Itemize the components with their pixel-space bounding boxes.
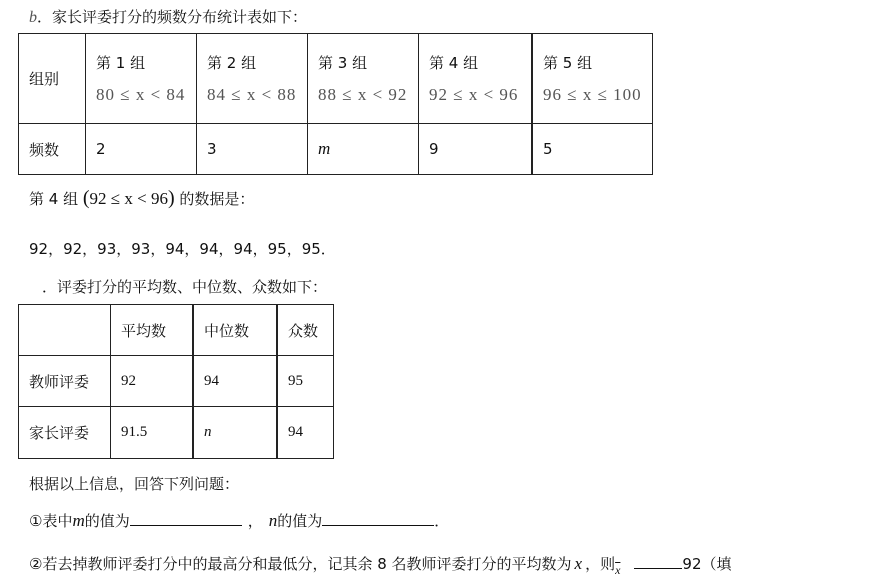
question-2 [29, 553, 732, 578]
row-header-group: 组别 [19, 34, 86, 124]
stats-row-label: 家长评委 [19, 407, 111, 459]
stats-header: 众数 [277, 305, 334, 356]
answer-blank-n[interactable] [322, 511, 434, 526]
group-cell-1 [86, 34, 197, 124]
group-range: 92 ≤ x < 96 [429, 85, 519, 104]
group-name: 第 5 组 [543, 54, 593, 72]
answer-intro: 根据以上信息，回答下列问题： [29, 475, 240, 493]
q2-value: 92（填 [682, 555, 732, 573]
stats-value: 92 [111, 356, 194, 407]
var-x: x [574, 554, 583, 573]
q1-end: ． [434, 512, 450, 530]
freq-value: 9 [419, 124, 533, 175]
var-xbar: x [615, 563, 621, 577]
group-name: 第 4 组 [429, 54, 479, 72]
group-range: 84 ≤ x < 88 [207, 85, 297, 104]
stats-table [18, 304, 334, 459]
stats-row-label: 教师评委 [19, 356, 111, 407]
group4-data: 92，92，93，93，94，94，94，95，95． [29, 240, 336, 258]
intro-c-line: ．评委打分的平均数、中位数、众数如下： [42, 278, 328, 296]
group-range: 80 ≤ x < 84 [96, 85, 186, 104]
group4-range: 92 ≤ x < 96 [89, 189, 168, 208]
var-n: n [268, 511, 278, 530]
stats-value: 94 [277, 407, 334, 459]
intro-b-line [29, 6, 307, 27]
group-range: 96 ≤ x ≤ 100 [543, 85, 642, 104]
stats-value: n [193, 407, 277, 459]
q1-prefix: ①表中 [29, 512, 73, 530]
group-name: 第 2 组 [207, 54, 257, 72]
freq-value: m [308, 124, 419, 175]
stats-value: 94 [193, 356, 277, 407]
q2-text1: ②若去掉教师评委打分中的最高分和最低分，记其余 8 名教师评委打分的平均数为 [29, 555, 572, 573]
var-m: m [72, 511, 85, 530]
group-cell-2 [197, 34, 308, 124]
q2-text2: ，则 [585, 555, 616, 573]
letter-b: b [29, 9, 37, 26]
stats-header: 中位数 [193, 305, 277, 356]
group4-suffix: 的数据是： [179, 190, 255, 208]
q1-mid2: 的值为 [277, 512, 323, 530]
stats-corner [19, 305, 111, 356]
question-1 [29, 510, 449, 531]
paren-open: ( [82, 187, 90, 209]
group-cell-5 [532, 34, 653, 124]
group-name: 第 1 组 [96, 54, 146, 72]
q1-mid1: 的值为 [84, 512, 130, 530]
freq-value: 2 [86, 124, 197, 175]
group-cell-4 [419, 34, 533, 124]
stats-value: 91.5 [111, 407, 194, 459]
row-header-freq: 频数 [19, 124, 86, 175]
group-range: 88 ≤ x < 92 [318, 85, 408, 104]
stats-value: 95 [277, 356, 334, 407]
intro-b-text: ．家长评委打分的频数分布统计表如下： [37, 8, 308, 26]
stats-header: 平均数 [111, 305, 194, 356]
q1-sep: ， [247, 512, 263, 530]
group4-prefix: 第 4 组 [29, 190, 79, 208]
freq-value: 3 [197, 124, 308, 175]
group-name: 第 3 组 [318, 54, 368, 72]
answer-blank-compare[interactable] [634, 554, 682, 569]
paren-close: ) [167, 187, 175, 209]
group-cell-3 [308, 34, 419, 124]
frequency-table [18, 33, 653, 175]
freq-value: 5 [532, 124, 653, 175]
answer-blank-m[interactable] [130, 511, 242, 526]
group4-line [29, 187, 254, 210]
